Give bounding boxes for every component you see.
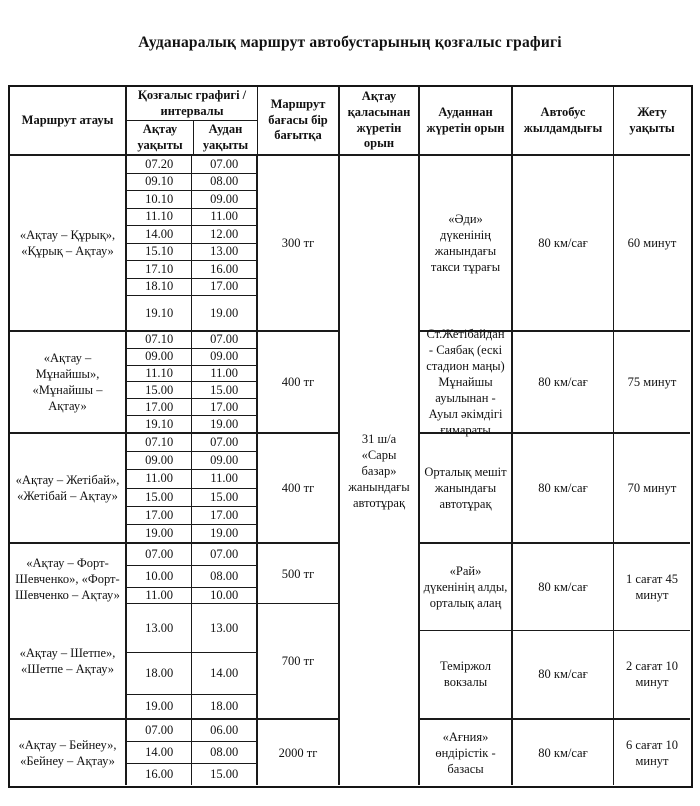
price-cell: 700 тг [281,654,315,668]
header-district-departure: Ауданнан жүретін орын [420,87,513,156]
audan-time-cell: 09.00 [210,453,239,468]
aktau-time-cell: 11.10 [127,209,192,226]
aktau-time-cell: 19.10 [127,416,192,432]
audan-time-cell: 08.00 [210,569,239,583]
aktau-time-cell: 10.00 [127,566,192,587]
aktau-time-cell: 07.00 [127,720,192,741]
aktau-time-cell: 11.00 [127,588,192,603]
aktau-time-cell: 18.00 [127,653,192,694]
schedule-row [127,156,256,174]
schedule-row [127,332,256,349]
aktau-time-cell: 15.10 [127,244,192,261]
duration-cell: 70 минут [614,434,690,544]
district-place-cell: Орталық мешіт жанындағы автотұрақ [420,434,513,544]
schedule-row [127,174,256,192]
schedule-row [127,489,256,507]
audan-time-cell: 19.00 [210,305,239,320]
schedule-times [127,544,258,720]
aktau-time-cell: 13.00 [127,604,192,652]
aktau-time-cell: 09.00 [127,452,192,469]
aktau-time-cell: 07.00 [127,544,192,565]
schedule-row [127,507,256,525]
speed-cell-group [513,544,614,720]
audan-time-cell: 08.00 [210,745,239,759]
header-price: Маршрут бағасы бір бағытқа [258,87,340,156]
audan-time-cell: 11.00 [210,209,239,224]
route-name-fort-shevchenko: «Ақтау – Форт-Шевченко», «Форт-Шевченко – Ақтау» [15,556,120,602]
speed-cell: 80 км/сағ [513,156,614,332]
audan-time-cell: 17.00 [210,507,239,522]
aktau-time-cell: 07.10 [127,434,192,451]
schedule-row [127,226,256,244]
schedule-row [127,399,256,416]
route-name-cell: «Ақтау – Жетібай», «Жетібай – Ақтау» [10,434,127,544]
audan-time-cell: 17.00 [210,279,239,294]
route-name-cell: «Ақтау – Бейнеу», «Бейнеу – Ақтау» [10,720,127,785]
audan-time-cell: 17.00 [210,399,239,414]
district-place-cell: «Ағния» өндірістік - базасы [420,720,513,785]
duration-cell-group [614,544,690,720]
aktau-time-cell: 07.20 [127,156,192,173]
price-cell-group [258,544,340,720]
aktau-time-cell: 17.10 [127,261,192,278]
price-cell: 400 тг [258,434,340,544]
schedule-row [127,470,256,488]
schedule-row [127,296,256,330]
schedule-row [127,382,256,399]
route-name-cell: «Ақтау – Мұнайшы», «Мұнайшы – Ақтау» [10,332,127,434]
audan-time-cell: 11.00 [210,471,239,486]
audan-time-cell: 07.00 [210,435,239,450]
schedule-times [127,332,258,434]
aktau-time-cell: 16.00 [127,764,192,785]
speed-cell: 80 км/сағ [513,544,613,631]
audan-time-cell: 06.00 [210,723,239,737]
speed-cell: 80 км/сағ [538,667,588,682]
audan-time-cell: 13.00 [210,244,239,259]
header-aktau-time: Ақтау уақыты [127,121,194,154]
schedule-row [127,742,256,764]
route-name-shetpe: «Ақтау – Шетпе», «Шетпе – Ақтау» [19,646,116,676]
district-place-cell: «Әди» дүкенінің жанындағы такси тұрағы [420,156,513,332]
schedule-row [127,261,256,279]
audan-time-cell: 14.00 [210,666,239,681]
schedule-row [127,416,256,432]
aktau-time-cell: 19.10 [127,296,192,330]
schedule-times [127,156,258,332]
schedule-row [127,279,256,297]
schedule-row [127,349,256,366]
header-bus-speed: Автобус жылдамдығы [513,87,614,156]
route-name-cell [10,544,127,720]
document-title: Ауданаралық маршрут автобустарының қозғалыс графигі [138,34,562,51]
route-name-cell: «Ақтау – Құрық», «Құрық – Ақтау» [10,156,127,332]
header-schedule-title: Қозғалыс графигі / интервалы [127,87,257,121]
schedule-row [127,366,256,383]
audan-time-cell: 15.00 [210,767,239,781]
audan-time-cell: 07.00 [210,156,239,171]
aktau-time-cell: 17.00 [127,507,192,524]
schedule-times [127,434,258,544]
duration-cell: 6 сағат 10 минут [625,737,679,768]
schedule-times [127,720,258,785]
header-schedule-group [127,87,258,156]
district-place-cell: Теміржол вокзалы [440,659,491,690]
duration-cell: 75 минут [614,332,690,434]
aktau-time-cell: 17.00 [127,399,192,415]
schedule-row [127,244,256,262]
schedule-row [127,653,256,695]
schedule-row [127,566,256,588]
district-place-cell-group [420,544,513,720]
aktau-time-cell: 19.00 [127,525,192,542]
schedule-table [8,85,693,788]
schedule-row [127,588,256,604]
header-route-name: Маршрут атауы [10,87,127,156]
audan-time-cell: 07.00 [210,547,239,561]
audan-time-cell: 18.00 [210,699,239,714]
schedule-row [127,604,256,653]
speed-cell: 80 км/сағ [513,434,614,544]
duration-cell: 1 сағат 45 минут [614,544,690,631]
price-cell: 300 тг [258,156,340,332]
aktau-time-cell: 09.00 [127,349,192,365]
schedule-row [127,525,256,542]
aktau-time-cell: 14.00 [127,742,192,763]
audan-time-cell: 13.00 [210,620,239,635]
audan-time-cell: 10.00 [210,588,239,603]
audan-time-cell: 15.00 [210,382,239,397]
schedule-row [127,191,256,209]
duration-cell: 60 минут [614,156,690,332]
aktau-time-cell: 11.10 [127,366,192,382]
aktau-time-cell: 07.10 [127,332,192,348]
schedule-row [127,434,256,452]
schedule-row [127,452,256,470]
audan-time-cell: 19.00 [210,525,239,540]
header-travel-time: Жету уақыты [614,87,690,156]
district-place-cell: Ст.Жетібайдан - Саябақ (ескі стадион маңы) Мұнайшы ауылынан - Ауыл әкімдігі ғимараты [420,332,513,434]
price-cell: 400 тг [258,332,340,434]
audan-time-cell: 16.00 [210,261,239,276]
schedule-row [127,544,256,566]
audan-time-cell: 15.00 [210,489,239,504]
aktau-time-cell: 11.00 [127,470,192,487]
aktau-time-cell: 14.00 [127,226,192,243]
header-aktau-departure: Ақтау қаласынан жүретін орын [340,87,420,156]
price-cell: 500 тг [258,544,338,604]
aktau-time-cell: 18.10 [127,279,192,296]
schedule-row [127,764,256,785]
aktau-time-cell: 10.10 [127,191,192,208]
schedule-row [127,720,256,742]
audan-time-cell: 08.00 [210,174,239,189]
audan-time-cell: 19.00 [210,416,239,431]
speed-cell: 80 км/сағ [513,332,614,434]
audan-time-cell: 09.00 [210,191,239,206]
header-audan-time: Аудан уақыты [202,122,249,152]
audan-time-cell: 11.00 [210,366,239,381]
aktau-departure-place-cell: 31 ш/а «Сары базар» жанындағы автотұрақ [340,156,420,785]
district-place-cell: «Рай» дүкенінің алды, орталық алаң [420,544,511,631]
aktau-time-cell: 15.00 [127,489,192,506]
audan-time-cell: 07.00 [210,332,239,347]
aktau-time-cell: 19.00 [127,695,192,718]
duration-cell: 2 сағат 10 минут [625,659,679,690]
schedule-row [127,209,256,227]
speed-cell: 80 км/сағ [513,720,614,785]
price-cell: 2000 тг [258,720,340,785]
header-schedule-subrow [127,121,257,154]
aktau-time-cell: 15.00 [127,382,192,398]
aktau-time-cell: 09.10 [127,174,192,191]
audan-time-cell: 12.00 [210,226,239,241]
audan-time-cell: 09.00 [210,349,239,364]
schedule-row [127,695,256,718]
